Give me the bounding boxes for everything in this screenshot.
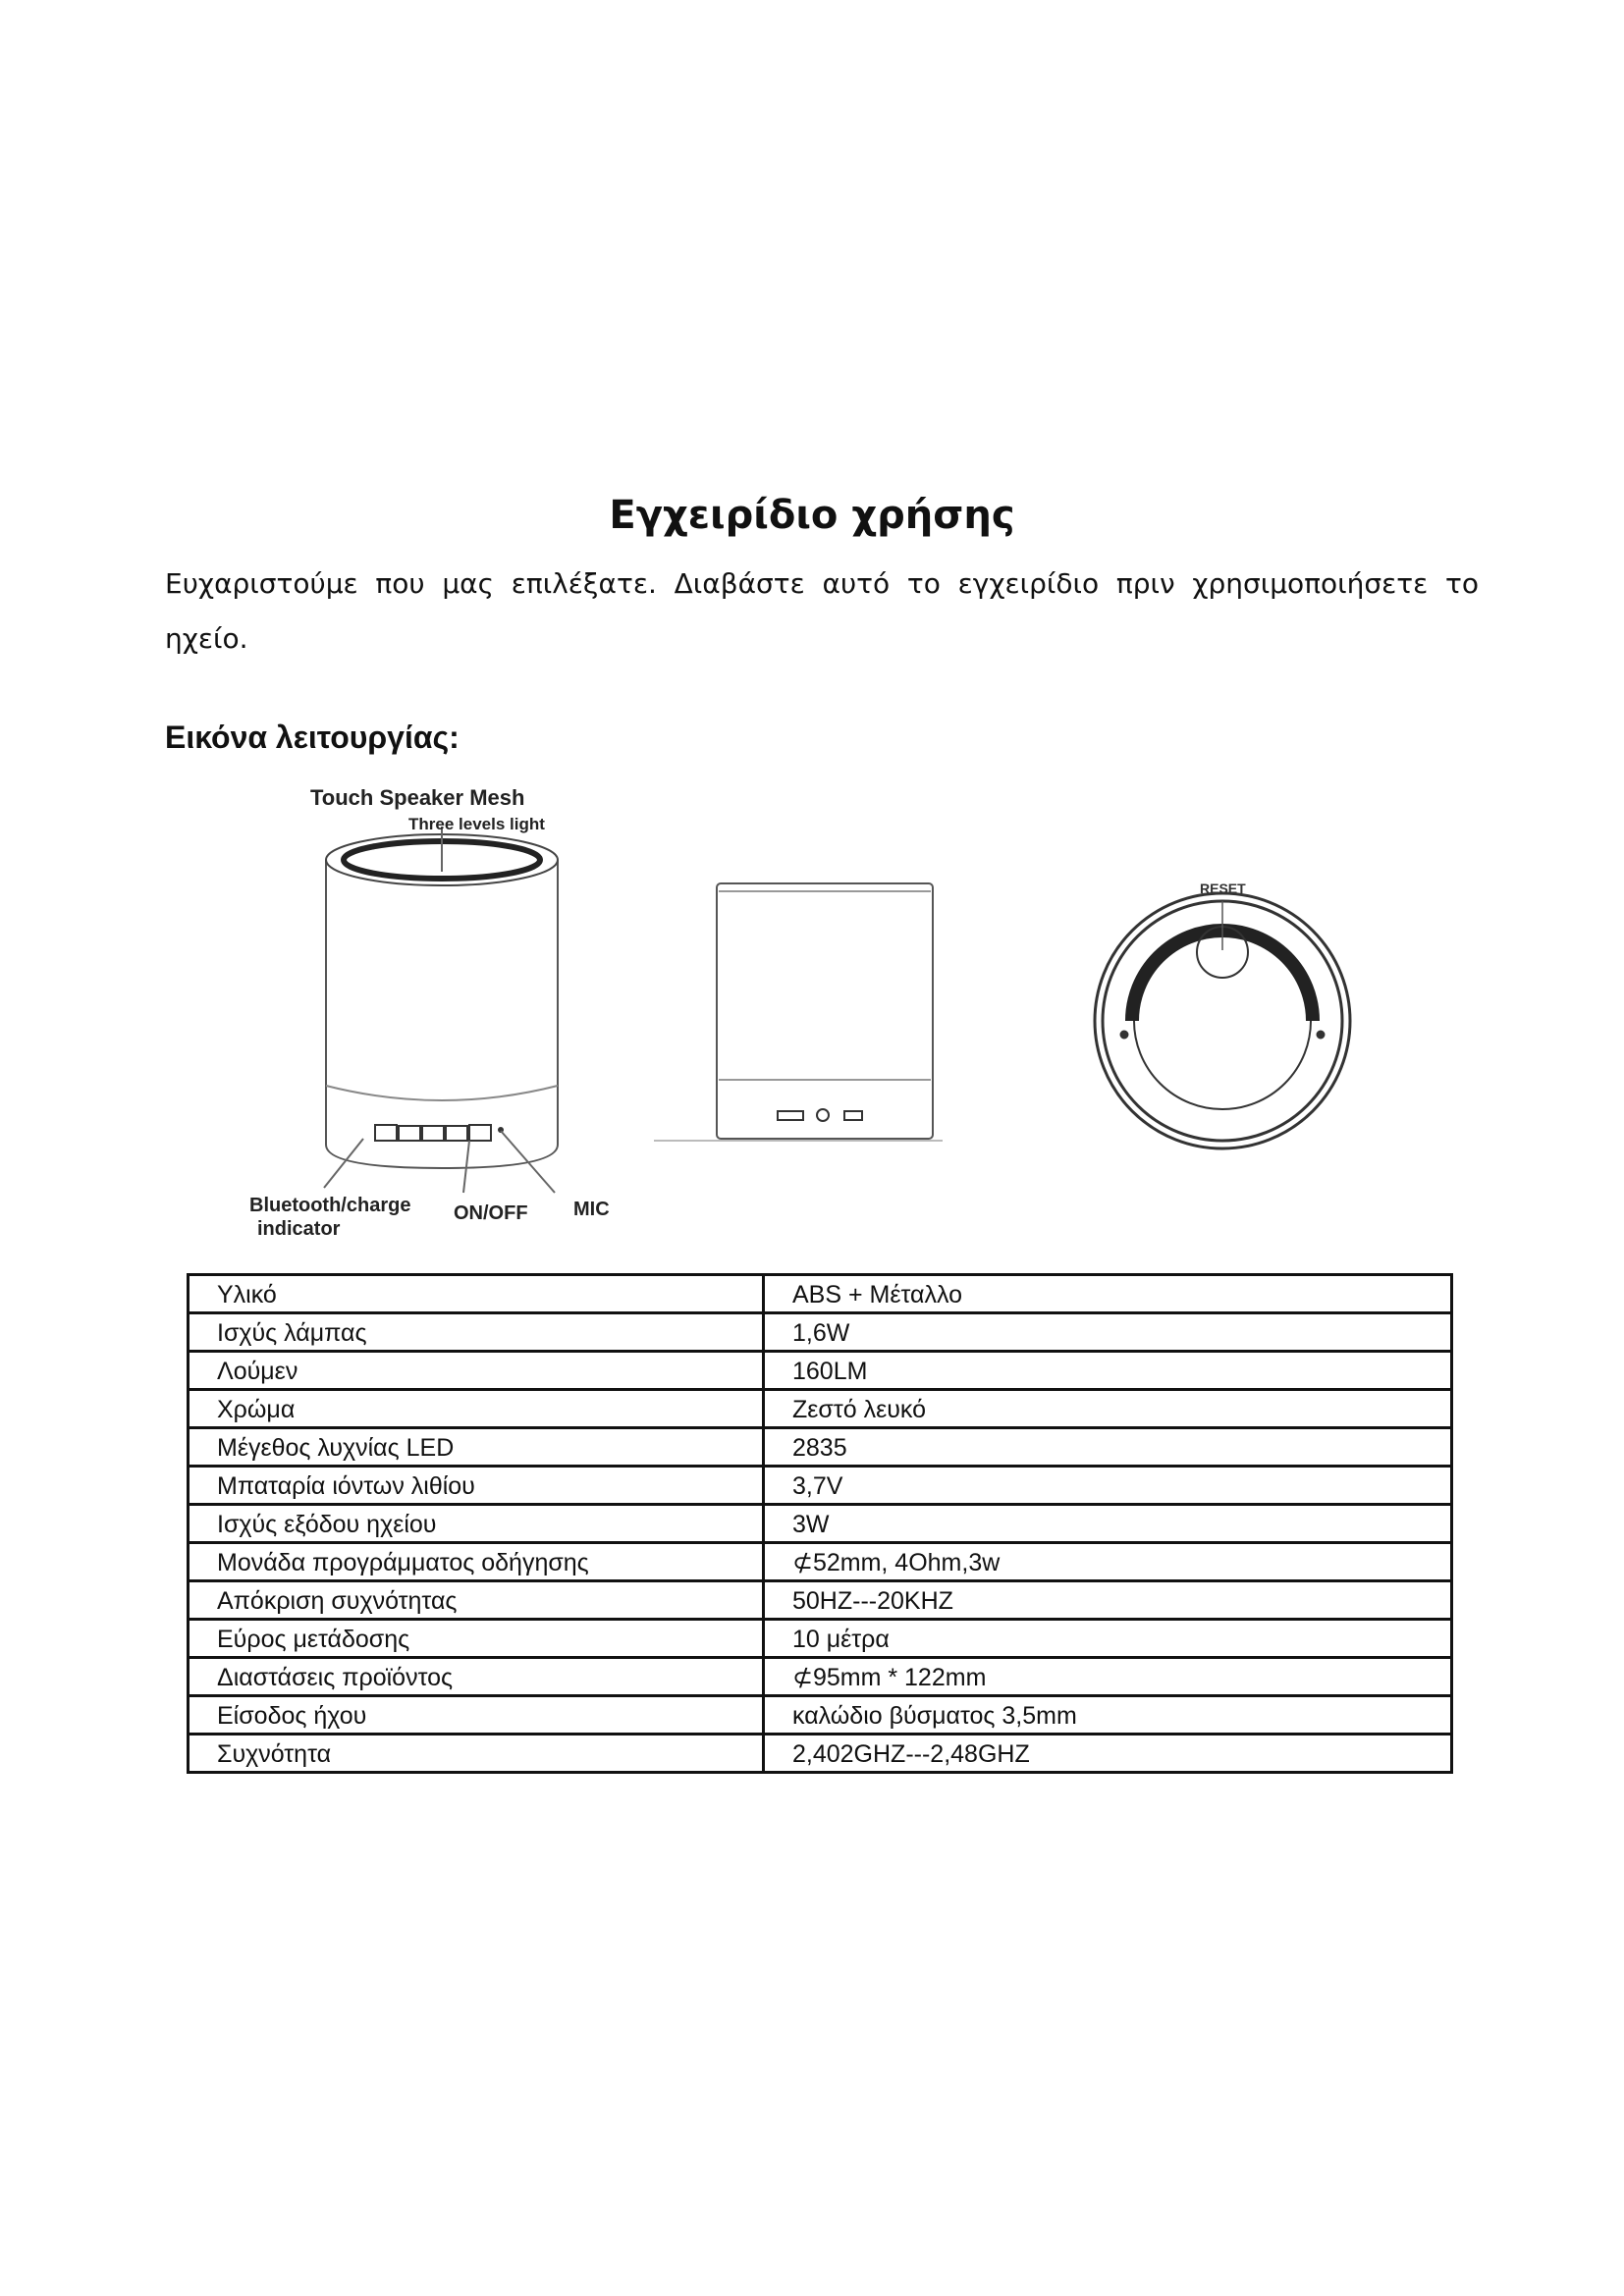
- spec-key: Ισχύς λάμπας: [189, 1313, 764, 1352]
- table-row: [189, 1313, 1452, 1352]
- spec-value: καλώδιο βύσματος 3,5mm: [764, 1696, 1452, 1735]
- label-three-levels: Three levels light: [408, 815, 545, 833]
- spec-value: ⊄52mm, 4Ohm,3w: [764, 1543, 1452, 1581]
- spec-value: 160LM: [764, 1352, 1452, 1390]
- spec-value: 2835: [764, 1428, 1452, 1467]
- specs-table: [187, 1273, 1453, 1774]
- spec-key: Υλικό: [189, 1275, 764, 1313]
- spec-key: Απόκριση συχνότητας: [189, 1581, 764, 1620]
- spec-value: 2,402GHZ---2,48GHZ: [764, 1735, 1452, 1773]
- table-row: [189, 1428, 1452, 1467]
- table-row: [189, 1658, 1452, 1696]
- spec-key: Μονάδα προγράμματος οδήγησης: [189, 1543, 764, 1581]
- spec-key: Εύρος μετάδοσης: [189, 1620, 764, 1658]
- spec-key: Μέγεθος λυχνίας LED: [189, 1428, 764, 1467]
- spec-value: Ζεστό λευκό: [764, 1390, 1452, 1428]
- label-on-off: ON/OFF: [454, 1202, 528, 1224]
- table-row: [189, 1467, 1452, 1505]
- spec-value: ABS + Μέταλλο: [764, 1275, 1452, 1313]
- spec-value: 1,6W: [764, 1313, 1452, 1352]
- table-row: [189, 1275, 1452, 1313]
- spec-value: 3,7V: [764, 1467, 1452, 1505]
- spec-value: ⊄95mm * 122mm: [764, 1658, 1452, 1696]
- table-row: [189, 1390, 1452, 1428]
- spec-key: Ισχύς εξόδου ηχείου: [189, 1505, 764, 1543]
- page-title: Εγχειρίδιο χρήσης: [609, 493, 1015, 538]
- table-row: [189, 1735, 1452, 1773]
- table-row: [189, 1543, 1452, 1581]
- spec-value: 50HZ---20KHZ: [764, 1581, 1452, 1620]
- spec-value: 3W: [764, 1505, 1452, 1543]
- operation-diagram: [216, 775, 1434, 1256]
- section-heading: Εικόνα λειτουργίας:: [165, 720, 460, 755]
- label-reset: RESET: [1200, 881, 1246, 896]
- table-row: [189, 1620, 1452, 1658]
- spec-value: 10 μέτρα: [764, 1620, 1452, 1658]
- spec-key: Μπαταρία ιόντων λιθίου: [189, 1467, 764, 1505]
- table-row: [189, 1581, 1452, 1620]
- table-row: [189, 1352, 1452, 1390]
- label-bt-indicator: indicator: [257, 1218, 341, 1240]
- spec-key: Λούμεν: [189, 1352, 764, 1390]
- intro-paragraph: Ευχαριστούμε που μας επιλέξατε. Διαβάστε αυτό το εγχειρίδιο πριν χρησιμοποιήσετε το ηχείο.: [165, 567, 1479, 655]
- table-row: [189, 1696, 1452, 1735]
- spec-key: Συχνότητα: [189, 1735, 764, 1773]
- speaker-front-view: [324, 827, 558, 1193]
- spec-key: Είσοδος ήχου: [189, 1696, 764, 1735]
- label-bt-charge: Bluetooth/charge: [249, 1195, 411, 1216]
- label-touch-mesh: Touch Speaker Mesh: [310, 785, 525, 810]
- spec-key: Διαστάσεις προϊόντος: [189, 1658, 764, 1696]
- spec-key: Χρώμα: [189, 1390, 764, 1428]
- speaker-rear-view: [654, 883, 943, 1141]
- label-mic: MIC: [573, 1199, 610, 1220]
- speaker-bottom-view: [1095, 893, 1350, 1148]
- table-row: [189, 1505, 1452, 1543]
